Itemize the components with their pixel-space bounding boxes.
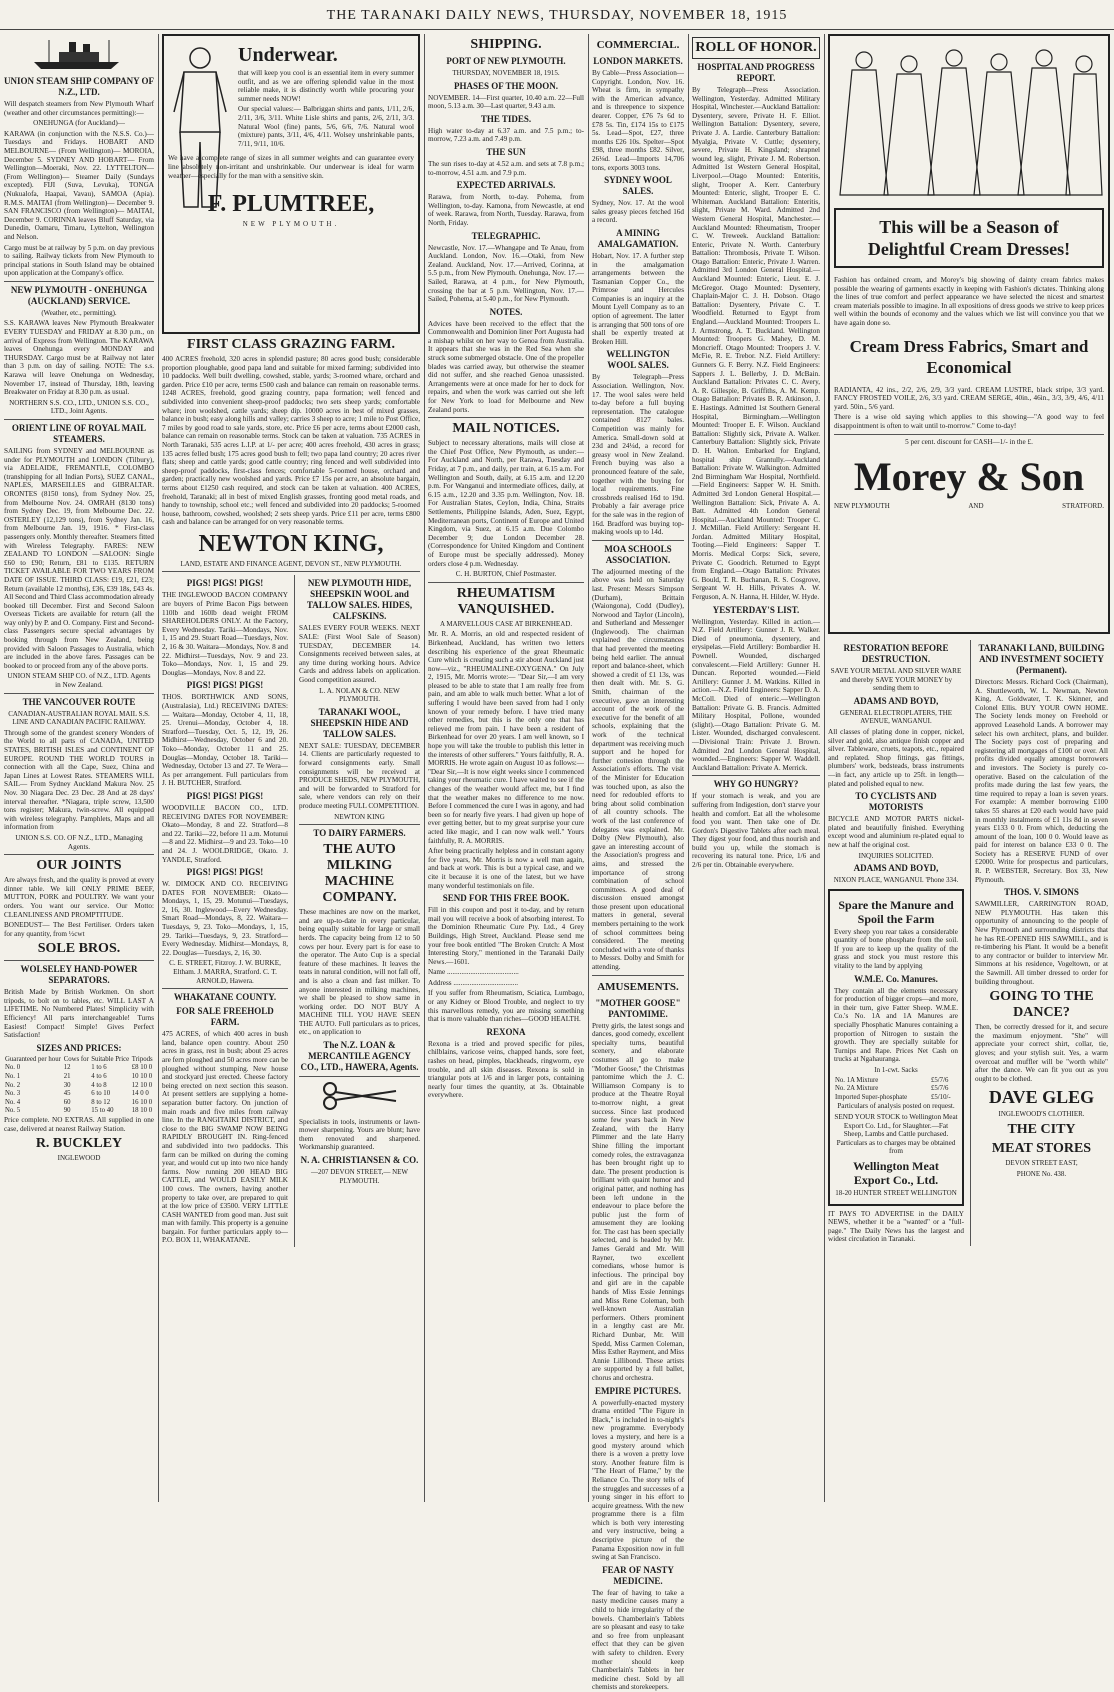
restoration-heading: RESTORATION BEFORE DESTRUCTION.	[843, 643, 949, 664]
union-title: UNION STEAM SHIP COMPANY OF N.Z., LTD.	[4, 76, 155, 97]
wme-foot: Particulars of analysis posted on request.	[837, 1102, 955, 1111]
onehunga-heading: ONEHUNGA (for Auckland)—	[33, 119, 125, 128]
rheum-more: After being practically helpless and in constant agony for five years, Mr. Morris is now a well man again, and back at work. This is but a typical case, and we cite it because it is one of the latest, but we have many wonderful testimonials on file.	[428, 847, 584, 890]
cyclists-body: BICYCLE AND MOTOR PARTS nickel-plated and beautifully finished. Everything except wood and aluminium re-plated equal to new at half the original cost.	[828, 815, 964, 849]
wellington-meat: Wellington Meat Export Co., Ltd.	[853, 1158, 939, 1187]
advertise-notice: IT PAYS TO ADVERTISE in the DAILY NEWS, whether it be a "wanted" or a "full-page." The Daily News has the largest and widest circulation in Taranaki.	[828, 1209, 964, 1244]
underwear-ad	[162, 34, 420, 334]
mining-heading: A MINING AMALGAMATION.	[597, 227, 679, 249]
hide2-body: NEXT SALE: TUESDAY, DECEMBER 14. Clients are particularly requested to forward consignments early. Small consignments will be received at PRODUCE SHEDS, NEW PLYMOUTH, and will be forwarded to Stratford for sale, where vendors can rely on their produce meeting FULL COMPETITION.	[299, 741, 420, 810]
wool1-body: Sydney, Nov. 17. At the wool sales greasy pieces fetched 16d a record.	[592, 199, 684, 225]
np-service-sub: (Weather, etc., permitting).	[41, 308, 117, 317]
issue-date: THURSDAY, NOVEMBER 18, 1915.	[452, 69, 560, 77]
table-row: No. 1 21 4 to 6 10 10 0	[5, 1073, 153, 1081]
steamship-illustration	[29, 38, 129, 72]
wool2-body: By Telegraph—Press Association. Wellington, Nov. 17. The wool sales were held to-day before a full buying representation. The catalogue contained 8127 bales. Competition was mainly for America. Small-down sold at 23d and 24¼d, a record for greasy wool in New Zealand. French buying was also a pronounced feature of the sale, together with the buying for local requirements. Fine crossbreds realised 16d to 19d. Probably a fair average price for the sale was in the region of 16d. Bradford was buying top-making wools up to 14d.	[592, 373, 684, 537]
christiansen: N. A. CHRISTIANSEN & CO.	[300, 1155, 419, 1166]
rheum-body: Mr. R. A. Morris, an old and respected resident of Birkenhead, Auckland, has written two letters describing his experience of the great Rheumatic Cure which is creating such a stir about Auckland just now—viz., "RHEUMALINE-OXYGENA." On July 2, 1915, Mr. Morris wrote:— "Dear Sir,—I am very pleased to be able to state that I am really free from pain, and am able to walk much better. What a lot of suffering I would have been saved from had I only known of your remedy before. I have tried many other remedies, but this is the only one that has relieved me from pain. I have been a resident of Birkenhead for over 20 years. I am well known, so I hope you will take the trouble to publish this letter in the interests of other sufferers." Yours faithfully, R. A. MORRIS. He wrote again on August 10 as follows:— "Dear Sir,—It is now eight weeks since I commenced taking your rheumatic cure. I have waited to see if the changes of the weather would affect me, but I find that the weather makes no difference to me now. Before I commenced the cure I was in agony, and had been so for nearly five years. I had given up hope of ever getting better, but to my great surprise your cure acted like magic, and I can now walk well." Yours faithfully, R. A. MORRIS.	[428, 630, 584, 845]
yesterday-body: Wellington, Yesterday. Killed in action.—N.Z. Field Artillery: Gunner J. R. Walker. Died of pneumonia, dysentery, and erysipelas.—Field Artillery: Bombardier H. Pownell. Wounded, discharged convalescent.—Field Artillery: Gunner H. Duncan. Reported wounded.—Field Artillery: Gunner J. M. Watkins. Killed in action.—N.Z. Field Engineers: Sapper D. A. McColl. Died of enteric.—Wellington Battalion: Private G. B. Francis. Admitted Military Hospital, Pollone, wounded (slight).—Otago Battalion: Private G. M. Lister. Wounded, discharged convalescent.—Divisional Train: Private J. Brown. Admitted 2nd London General Hospital, wounded.—Engineers: Sapper W. Waddell. Auckland Battalion: Private A. Merrick.	[692, 617, 820, 772]
morey-and-son: Morey & Son	[853, 454, 1085, 500]
morey-location: STRATFORD.	[1062, 502, 1104, 511]
column-shipping-ads	[4, 34, 154, 1502]
telegraphic-heading: TELEGRAPHIC.	[471, 230, 541, 241]
arrivals-heading: EXPECTED ARRIVALS.	[456, 180, 556, 191]
loan-agency: The N.Z. LOAN & MERCANTILE AGENCY CO., LTD., HAWERA, Agents.	[300, 1040, 419, 1073]
restoration-body: SAVE YOUR METAL AND SILVER WARE and thereby SAVE YOUR MONEY by sending them to	[830, 667, 962, 693]
hide1-body: SALES EVERY FOUR WEEKS. NEXT SALE: (First Wool Sale of Season) TUESDAY, DECEMBER 14. Consignments received between sales, at any time during working hours. Advice Cards and address labels on application. Good competition assured.	[299, 624, 420, 685]
sizes-head: Tripods	[131, 1055, 153, 1063]
farm-title: FIRST CLASS GRAZING FARM.	[187, 337, 395, 352]
cream-foot: There is a wise old saying which applies to this showing—"A good way to feel disappointment is often to wait until to-morrow." Come to-day!	[834, 413, 1104, 430]
hungry-body: If your stomach is weak, and you are suffering from Indigestion, don't starve your health and comfort. Eat all the wholesome food you want. Then take one of Dr. Gordon's Digestive Tablets after each meal. They digest your food, and thus nourish and build you up, while the stomach is recovering its natural tone. Price, 1/6 and 2/6 per tin. Obtainable everywhere.	[692, 792, 820, 870]
newton-king-small: NEWTON KING	[334, 812, 385, 821]
rexona-heading: REXONA	[486, 1026, 526, 1037]
meat-stores: MEAT STORES	[991, 1140, 1092, 1156]
commercial-heading: COMMERCIAL.	[596, 39, 680, 51]
telegraphic-body: Newcastle, Nov. 17.—Whangape and Te Anau, from Auckland. London, Nov. 16.—Otaki, from New Zealand. Auckland, Nov. 17.—Arrived, Corinna, at 5.5 p.m., from New Plymouth. Onehunga, Nov. 17.—Sailed, Rarawa, at 4 p.m., for New Plymouth, crossing the bar at 5 p.m. Wellington, Nov. 17.—Sailed, Pohema, at 5.40 p.m., for New Plymouth.	[428, 243, 584, 304]
table-row: No. 0 12 1 to 6 £8 10 0	[5, 1064, 153, 1072]
pigs-heading: PIGS! PIGS! PIGS!	[186, 867, 264, 878]
cream-headline: Cream Dress Fabrics, Smart and Economical	[849, 336, 1089, 377]
table-row: No. 4 60 8 to 12 16 10 0	[5, 1098, 153, 1106]
moon-heading: PHASES OF THE MOON.	[453, 80, 558, 91]
forsale-body: 475 ACRES, of which 400 acres in bush land, balance open country. About 250 acres in grass, rest in bush; about 25 acres are fern ploughed and 50 acres more can be ploughed without stumping. New house and stockyard just erected. Cheese factory being erected on next section this season. At present settlers are supplying a home-separation butter factory. On junction of main roads and five miles from railway line. In the RANGITAIKI DISTRICT, and close to the BIG SWAMP NOW BEING RAPIDLY BROUGHT IN. Ring-fenced and subdivided into two paddocks. This farm can be milked on during the coming year, and would cut up into two nice handy farms. Now running 200 HEAD BIG CATTLE, and WOULD EASILY MILK 100 cows. The owners, having another property to take over, are prepared to quit at the low price of £3500. VERY LITTLE CASH WANTED from good man. Just suit man with family. This property is a genuine bargain. For further particulars apply to— P.O. BOX 11, WHAKATANE.	[162, 1030, 288, 1245]
scissors-icon	[299, 1081, 420, 1114]
dance-heading: GOING TO THE DANCE?	[989, 989, 1094, 1021]
vancouver-sub: CANADIAN-AUSTRALIAN ROYAL MAIL S.S. LINE AND CANADIAN PACIFIC RAILWAY.	[8, 709, 150, 727]
notes-heading: NOTES.	[489, 306, 523, 317]
pigs-woodville: WOODVILLE BACON CO., LTD. RECEIVING DATES FOR NOVEMBER: Okato—Monday, 8 and 22. Stratford—8 and 22. Tariki—22, before 11 a.m. Motunui—8 and 22. Midhirst—9 and 23. Toko—10 and 24. J. WOOLDRIDGE, Okato. J. YANDLE, Stratford.	[162, 803, 288, 864]
adams-boyd-2: ADAMS AND BOYD,	[853, 863, 939, 874]
np-service-title: NEW PLYMOUTH - ONEHUNGA (AUCKLAND) SERVICE.	[10, 284, 148, 306]
amusements-heading: AMUSEMENTS.	[597, 980, 679, 993]
wme-price-table	[834, 1077, 958, 1103]
christiansen-sub: —207 DEVON STREET,— NEW PLYMOUTH.	[310, 1168, 409, 1185]
manure-body: Every sheep you rear takes a considerable quantity of bone phosphate from the soil. If you are to keep up the quality of the grass and stock you must restore this vitality to the land by applying	[834, 927, 958, 971]
auto-body: These machines are now on the market, and are up-to-date in every particular, being equally suitable for large or small herds. The capacity being from 12 to 50 cows per hour. Every part is for ease to the operator. The Auto Cup is a special feature of these machines. It leaves the teats in natural condition, will not fall off, and is also a clean and fast milker. To anyone interested in milking machines, we shall be pleased to show same in working order. DO NOT BUY A MACHINE TILL YOU HAVE SEEN THE AUTO. Full particulars as to prices, etc., on application to	[299, 908, 420, 1037]
plumtree-sub: NEW PLYMOUTH.	[242, 220, 340, 229]
free-book-heading: SEND FOR THIS FREE BOOK.	[442, 893, 570, 904]
roll-heading: ROLL OF HONOR.	[692, 37, 820, 59]
orient-body: SAILING from SYDNEY and MELBOURNE as under for PLYMOUTH and LONDON (Tilbury), via ADELAIDE, FREMANTLE, COLOMBO (transhipping for all Indian Ports), SUEZ CANAL, NAPLES, MARSEILLES and GIBRALTAR. ORONTES (8150 tons), from Sydney Nov. 25, from Melbourne Nov. 24. OMRAH (8130 tons) from Sydney Dec. 19, from Melbourne Dec. 22. OSTERLEY (12,129 tons), from Sydney Jan. 16, from Melbourne Jan. 19, 1916. * First-class passengers only. Monthly thereafter. Steamers fitted with Wireless Telegraphy. FARES: NEW ZEALAND TO LONDON —SALOON: Single £60 to £90; Return, £81 to £135. RETURN TICKET AVAILABLE FOR TWO YEARS FROM DATE OF ISSUE. THIRD CLASS: £19, £21, £23; Return (available 12 months), £36, £39 18s, £43 4s. All Second and Third Class accommodation already booked till December. First and Second Saloon Overseas Tickets are available for return (all the way only) by P. and O. Company. First and Second-class Passengers secure special advantages by booking through from New Zealand, being provided with Saloon Passages to Australia, which are included in the above fares. Passages can be booked to or proceed from any of the above ports.	[4, 447, 154, 670]
shipping-heading: SHIPPING.	[470, 37, 542, 52]
underwear-list: Our special values:— Balbriggan shirts and pants, 1/11, 2/6, 2/11, 3/6, 3/11. White Lisle shirts and pants, 2/6, 2/11, 3/3. Natural Wool (fine) pants, 5/6, 6/6, 7/6. Natural wool (mixture) pants, 3/11, 4/6, 4/11. Wolsey unshrinkable pants, 7/11, 9/11, 10/6.	[238, 105, 414, 148]
whakatane-title: WHAKATANE COUNTY.	[173, 992, 277, 1003]
goose-heading: "MOTHER GOOSE" PANTOMIME.	[595, 997, 681, 1019]
column-display-ads	[828, 34, 1110, 1502]
wolseley-body: British Made by British Workmen. On short tripods, to bolt on to tables, etc. WILL LAST A LIFETIME. No Numbered Plates! Simplicity with Efficiency! All parts interchangeable! Turns Easiest! Compact! Simple! Gives Perfect Satisfaction!	[4, 988, 154, 1040]
coupon-address[interactable]: Address ....................................	[428, 978, 519, 987]
sun-body: The sun rises to-day at 4.52 a.m. and sets at 7.8 p.m.; to-morrow, 4.51 a.m. and 7.9 p.m.	[428, 159, 584, 177]
health-body: If you suffer from Rheumatism, Sciatica, Lumbago, or any Kidney or Blood Trouble, and neglect to try this marvellous remedy, you are missing something that is more valuable than riches—GOOD HEALTH.	[428, 989, 584, 1024]
cash-discount: 5 per cent. discount for CASH—1/- in the £.	[905, 437, 1033, 446]
joints-body: Are always fresh, and the quality is proved at every dinner table. We kill ONLY PRIME BEEF, MUTTON, PORK and POULTRY. We want your orders. You want our service. Our Motto: CLEANLINESS AND PROMPTITUDE.	[4, 876, 154, 919]
masthead: THE TARANAKI DAILY NEWS, THURSDAY, NOVEMBER 18, 1915	[0, 0, 1114, 30]
manure-headline: Spare the Manure and Spoil the Farm	[838, 897, 954, 926]
orient-agents: UNION STEAM SHIP CO. of N.Z., LTD. Agents in New Zealand.	[7, 672, 151, 690]
mail-body: Subject to necessary alterations, mails will close at the Chief Post Office, New Plymouth, as under:— For Auckland and North, per Rarawa, Tuesday and Friday, at 7 p.m., and daily, per train, at 6.15 a.m. For Wellington and South, daily, at 6.15 a.m. and 12.20 p.m. For Wanganui and intermediate offices, daily, at 6.15 a.m., 12.20 and 3.35 p.m. Wellington, Nov. 18. For Australian States, Ceylon, India, China, Straits Settlements, Philippine Islands, Aden, Suez, Egypt, Mediterranean ports, Continent of Europe and United Kingdom, via Suez, at 6.15 a.m. Due Colombo December 9; due London December 28. (Correspondence for United Kingdom and Continent of Europe must be specially addressed). Money orders close 4 p.m. Wednesday.	[428, 439, 584, 568]
underwear-body: that will keep you cool is an essential item in every summer outfit, and as we are offering splendid value in the most reliable make, it is distinctly worth while procuring your summer needs NOW!	[238, 69, 414, 103]
wme-body: They contain all the elements necessary for production of bigger crops—and more, in their turn, give Fatter Sheep. W.M.E. Co.'s No. 1A and 1A Manures are specially Phosphatic Manures containing a proportion of Nitrogen to sustain the growth. They are specially suitable for Turnips and Rape. Prices Net Cash on trucks at Ngahauranga.	[834, 986, 958, 1064]
inquiries: INQUIRIES SOLICITED.	[858, 851, 934, 860]
table-row: No. 3 45 6 to 10 14 0 0	[5, 1090, 149, 1098]
wme-title: W.M.E. Co. Manures.	[854, 973, 938, 984]
forsale-title: FOR SALE FREEHOLD FARM.	[176, 1006, 274, 1028]
morey-location: NEW PLYMOUTH	[834, 502, 890, 511]
newton-king-sub: LAND, ESTATE AND FINANCE AGENT, DEVON ST., NEW PLYMOUTH.	[180, 559, 402, 568]
empire-heading: EMPIRE PICTURES.	[594, 1385, 681, 1396]
sizes-head: Guaranteed per hour	[5, 1055, 61, 1063]
city-heading: THE CITY	[1007, 1121, 1076, 1137]
union-body: Will despatch steamers from New Plymouth Wharf (weather and other circumstances permitting):—	[4, 100, 154, 117]
column-shipping-news	[428, 34, 584, 1502]
devon-street: DEVON STREET EAST,	[1005, 1158, 1078, 1167]
plumtree-name: F. PLUMTREE,	[207, 191, 375, 218]
vancouver-agents: UNION S.S. CO. OF N.Z., LTD., Managing Agents.	[15, 833, 143, 851]
moa-heading: MOA SCHOOLS ASSOCIATION.	[604, 543, 672, 565]
simons-body: SAWMILLER, CARRINGTON ROAD, NEW PLYMOUTH. Has taken this opportunity of announcing to the people of New Plymouth and surrounding districts that he has RE-OPENED HIS SAWMILL, and is re-timbering his Plant. It would be a benefit to any contractor or builder to interview Mr. Simmons at his residence, Vogeltown, or at the Sawmill. All timber dressed to order for building throughout.	[975, 900, 1108, 986]
auto-title: THE AUTO MILKING MACHINE COMPANY.	[322, 842, 397, 906]
table-row: No. 1A Mixture £5/7/6	[835, 1076, 949, 1084]
adams-boyd-2-sub: NIXON PLACE, WANGANUI. 'Phone 334.	[833, 876, 959, 885]
underwear-foot: We have a complete range of sizes in all summer weights and can guarantee every line absolutely non-irritant and unshrinkable. Our underwear is ideal for warm weather—especially for the man with a sensitive skin.	[168, 154, 414, 180]
table-row: Imported Super-phosphate £5/10/-	[835, 1093, 951, 1101]
fear-heading: FEAR OF NASTY MEDICINE.	[602, 1564, 674, 1586]
buckley-sub: INGLEWOOD	[57, 1154, 101, 1163]
rheum-sub: A MARVELLOUS CASE AT BIRKENHEAD.	[439, 619, 573, 628]
coupon-name[interactable]: Name ........................................	[428, 968, 519, 977]
dairy-title: TO DAIRY FARMERS.	[313, 828, 406, 839]
rheum-heading: RHEUMATISM VANQUISHED.	[456, 585, 556, 617]
vancouver-body: Through some of the grandest scenery Wonders of the World to all parts of CANADA, UNITED STATES, BRITISH ISLES and CONTINENT OF EUROPE. ROUND THE WORLD TOURS in connection with all the Cape, Suez, China and Japan Lines at Lowest Rates. STEAMERS WILL SAIL— From Sydney Auckland Makura Nov. 25 Nov. 30 Niagara Dec. 23 Dec. 28 And at 28 days' interval thereafter. *Niagara, triple screw, 13,500 tons register; Makura, twin-screw. All equipped with wireless telegraphy. Pamphlets, Maps and all information from	[4, 728, 154, 832]
pigs-dimock: W. DIMOCK AND CO. RECEIVING DATES FOR NOVEMBER: Okato—Mondays, 1, 15, 29. Motunui—Tuesdays, 2, 16, 30. Inglewood—Every Wednesday. Smart Road—Mondays, 8, 22. Waitara—Tuesdays, 9, 23. Toko—Mondays, 1, 15, 29. Tariki—Tuesdays, 9, 23. Stratford—Every Wednesday. Midhirst—Mondays, 8, 22. Douglas—Tuesdays, 2, 16, 30.	[162, 880, 288, 957]
mail-sign: C. H. BURTON, Chief Postmaster.	[455, 570, 557, 579]
taranaki-land-body: Directors: Messrs. Richard Cock (Chairman), A. Shuttleworth, W. L. Newman, Newton King, A. Goldwater, T. K. Skinner, and Colonel Ellis. BUY YOUR OWN HOME. The Society lends money on Freehold or approved Leasehold Lands. A borrower may select his own architect, plans, and builder. The Society pays cost of preparing and registering all mortgages of £100 or over. All profits divided equally amongst borrowers and investors. The Society is purely co-operative. Based on the calculation of the profits made during the last few years, the time required to repay a loan is seven years. For example: A member borrowing £100 takes 55 shares at £20 each would have paid in monthly instalments of £1 11s 8d in seven years £133 0 0. From which, deducting the amount of the loan, 100 0 0. Would leave as paid for interest on balance £33 0 0. The Society has a RESERVE FUND of over £2000. Write for prospectus and particulars, R. P. WEBSTER, Secretary. Box 33, New Plymouth.	[975, 678, 1108, 884]
wellington-meat-sub: 18-20 HUNTER STREET WELLINGTON	[835, 1188, 957, 1197]
table-row: No. 2 30 4 to 8 12 10 0	[5, 1081, 153, 1089]
adams-boyd: ADAMS AND BOYD,	[853, 695, 939, 706]
hide1-title: NEW PLYMOUTH HIDE, SHEEPSKIN WOOL and TALLOW SALES. HIDES, CALFSKINS.	[306, 578, 413, 622]
np-service-body: S.S. KARAWA leaves New Plymouth Breakwater EVERY TUESDAY and FRIDAY at 8.30 p.m., on arrival of Express from Wellington. The KARAWA leaves Onehunga every MONDAY and THURSDAY. Cargo must be at Railway not later than 3 p.m. on day of sailing. NOTE: The s.s. Karawa will leave Onehunga on Wednesday, November 17, instead of Thursday, 18th, leaving Breakwater on Friday at 8.30 p.m. as usual.	[4, 319, 154, 397]
orient-title: ORIENT LINE OF ROYAL MAIL STEAMERS.	[11, 423, 147, 444]
joints-title: OUR JOINTS	[36, 858, 122, 874]
table-row: No. 5 90 15 to 40 18 10 0	[5, 1107, 153, 1115]
sizes-note: Price complete. NO EXTRAS. All supplied in one case, delivered at nearest Railway Station.	[4, 1116, 154, 1133]
pigs-dimock-agents: C. E. STREET, Fitzroy. J. W. BURKE, Eltham. J. MARRA, Stratford. C. T. ARNOLD, Hawera.	[169, 959, 281, 985]
hides-subcolumn	[294, 575, 420, 1247]
newton-king: NEWTON KING,	[198, 530, 384, 557]
pigs-heading: PIGS! PIGS! PIGS!	[186, 790, 264, 801]
man-in-underwear-illustration	[170, 42, 230, 212]
dave-gleg: DAVE GLEG	[988, 1087, 1095, 1108]
cyclists-heading: TO CYCLISTS AND MOTORISTS	[855, 791, 937, 813]
underwear-title: Underwear.	[238, 44, 338, 66]
notes-body: Advices have been received to the effect that the Commonwealth and Dominion liner Port Augusta had a mishap whilst on her way to Genoa from Australia. It appears that she was in the Red Sea when she struck some submerged obstacle. One of the propeller blades was carried away, but otherwise the steamer did not suffer, and she reached Genoa unassisted. Arrangements were at once made for her to dock for repairs, and when the work was carried out she left for New York to load for Melbourne and New Zealand ports.	[428, 319, 584, 414]
hospital-heading: HOSPITAL AND PROGRESS REPORT.	[697, 62, 815, 83]
taranaki-land-heading: TARANAKI LAND, BUILDING AND INVESTMENT SOCIETY (Permanent).	[978, 643, 1105, 675]
bonedust: BONEDUST— The Best Fertiliser. Orders taken for any quantity, from ½cwt	[4, 921, 154, 938]
scissors-body: Specialists in tools, instruments or lawn-mower sharpening. Yours are blunt; have them renovated and sharpened. Workmanship guaranteed.	[299, 1117, 420, 1152]
column-local-ads	[162, 34, 420, 1502]
yesterday-heading: YESTERDAY'S LIST.	[712, 604, 800, 615]
fear-body: The fear of having to take a nasty medicine causes many a child to hide irregularity of the bowels. Chamberlain's Tablets are so pleasant and easy to take and so free from unpleasant effect that they can be given with safety to children. Every mother should keep Chamberlain's Tablets in her medicine chest. Sold by all chemists and storekeepers.	[592, 1588, 684, 1692]
manure-ad	[828, 889, 964, 1206]
wolseley-title: WOLSELEY HAND-POWER SEPARATORS.	[20, 964, 138, 986]
pigs-borthwick: THOS. BORTHWICK AND SONS, (Australasia), Ltd.) RECEIVING DATES:— Waitara—Monday, October 4, 11, 18, 25. Urenui—Monday, October 4, 18. Stratford—Tuesday, Oct. 5, 12, 19, 26. Midhirst—Wednesday, October 6 and 20. Toko—Monday, October 11 and 25. Douglas—Monday, October 18. Tariki—Wednesday, October 13 and 27. Te Wera—As per arrangement. Full particulars from J. H. BUTCHER, Stratford.	[162, 693, 288, 788]
tides-heading: THE TIDES.	[480, 113, 532, 124]
wme-table-head: In 1-cwt. Sacks	[874, 1066, 918, 1074]
empire-body: A powerfully-enacted mystery drama entitled "The Figure in Black," is included in to-night's new programme. Everybody loves a mystery, and here is a good mystery around which there is a woven a pretty love story. Another feature film is "The Heart of Flame," by the Reliance Co. The story tells of the struggles and successes of a young singer in his effort to acquire greatness. With the new programme there is a film which is both very interesting and very instructive, being a descriptive picture of the Panama Exposition now in full swing at San Francisco.	[592, 1398, 684, 1562]
plating-body: All classes of plating done in copper, nickel, silver and gold, also antique finish copper and silver. Tableware, cruets, teapots, etc., repaired and replated. Shop fittings, gas fittings, plumbers' work, bedsteads, brass instruments—in fact, any article up to 25ft. in length—plated and polished equal to new.	[828, 727, 964, 788]
goose-body: Pretty girls, the latest songs and dances, good comedy, excellent specialty turns, beautiful scenery, and elaborate costumes all go to make "Mother Goose," the Christmas pantomime which the J. C. Williamson Company is to produce at the Theatre Royal to-morrow night, a great success. Since last produced some few years back in New Zealand, with the Harry Plimmer and the late Harry Shine filling the important comedy roles, the extravaganza has been brought right up to date. The present production is brilliant with quaint humor and original patter, and nothing has been left undone in the endeavour to place before the public just the form of amusement they are looking for. The cast has been specially selected, and is headed by Mr. James Gerald and Mr. Will Rayner, two excellent comedians, whose humor is infectious. The principal boy and girl are in the capable hands of Miss Essie Jennings and Miss Rene Coleman, both well-known Australian performers. Others prominent in a lengthy cast are Mr. Richard Dunbar, Mr. Will Spedd, Miss Carmen Coleman, Miss Esther Rayment, and Miss Annie Lillibond. These artists are supported by a full ballet, chorus and orchestra.	[592, 1021, 684, 1382]
column-rule	[158, 34, 159, 1502]
port-heading: PORT OF NEW PLYMOUTH.	[446, 56, 566, 66]
phone-number: PHONE No. 438.	[1016, 1169, 1067, 1178]
arrivals-body: Rarawa, from North, to-day. Pohema, from Wellington, to-day. Kamona, from Newcastle, at end of week. Rarawa, from North, Tuesday. Rarawa, from North, Friday.	[428, 193, 584, 227]
mail-heading: MAIL NOTICES.	[452, 421, 560, 437]
london-body: By Cable—Press Association—Copyright. London, Nov. 16. Wheat is firm, in sympathy with the American advance, and is threepence to sixpence dearer. Copper, £76 7s 6d to £78 5s. Tin, £174 15s to £175 5s. Lead—Spot, £27, three months £26 10s. Spelter—Spot £98, three months £82. Silver, 26⅛d. Lead—Imports 14,706 tons, exports 3003 tons.	[592, 69, 684, 172]
hungry-heading: WHY GO HUNGRY?	[713, 779, 799, 790]
sizes-head: Cows for	[63, 1055, 89, 1063]
london-heading: LONDON MARKETS.	[593, 56, 683, 66]
adams-boyd-sub: GENERAL ELECTROPLATERS, THE AVENUE, WANGANUI.	[839, 708, 953, 726]
pigs-inglewood: THE INGLEWOOD BACON COMPANY are buyers of Prime Bacon Pigs between 110lb and 160lb dead weight FROM SHAREHOLDERS ONLY. At the Factory, Every Wednesday. Tariki—Mondays, Nov. 1, 15 and 29. Stuart Road—Tuesdays, Nov. 2, 16 & 30. Waitara—Mondays, Nov. 8 and 22. Midhirst—Tuesdays, Nov. 9 and 23. Toko—Mondays, Nov. 1, 15 and 29. Douglas—Mondays, Nov. 8 and 22.	[162, 591, 288, 677]
dave-gleg-sub: INGLEWOOD'S CLOTHIER.	[998, 1110, 1085, 1119]
pigs-heading: PIGS! PIGS! PIGS!	[186, 680, 264, 691]
column-rule	[588, 34, 589, 1502]
mining-body: Hobart, Nov. 17. A further step in the amalgamation arrangements between the Tasmanian Copper Co., the Primrose and Hercules Companies is an inquiry at the Mount Lyell Company as to an option of agreement. The latter is arranging that 500 tons of ore shall be expertly treated at Broken Hill.	[592, 251, 684, 346]
simons-heading: THOS. V. SIMONS	[1004, 887, 1079, 898]
sizes-title: SIZES AND PRICES:	[36, 1042, 122, 1053]
dance-body: Then, be correctly dressed for it, and secure the maximum enjoyment. "She" will appreciate your correct shirt, collar, tie, gloves; and your stylish suit. Yes, a warm overcoat and muffler will be "worth while" after the dance. We can fit you out as you ought to be clothed.	[975, 1023, 1108, 1083]
wool2-heading: WELLINGTON WOOL SALES.	[606, 349, 670, 371]
np-service-agents: NORTHERN S.S. CO., LTD., UNION S.S. CO., LTD., Joint Agents.	[9, 398, 149, 416]
pigs-heading: PIGS! PIGS! PIGS!	[186, 578, 264, 589]
roll-body: By Telegraph—Press Association. Wellington, Yesterday. Admitted Military Hospital, Winchester.—Auckland Battalion: Dysentery, severe, Private H. F. Elliot. Wellington Battalion: Dysentery, severe, Private J. A. Lardie. Canterbury Battalion: Myalgia, Private V. Cuttle; dysentery, severe, Private H. Kingsland; shrapnel wound leg, slight, Private J. M. Robertson. Admitted 1st Western General Hospital, Liverpool.—Otago Mounted: Enteritis, slight, Trooper A. Kerr. Canterbury Mounted: Enteric, slight, Trooper E. C. Whiteman. Auckland Battalion: Enteritis, slight, Private M. Ward. Admitted 2nd Western General Hospital, Manchester.—Auckland Mounted: Rheumatism, Trooper C. W. Treweek. Auckland Battalion: Enteric, Private N. Worth. Canterbury Battalion: Thrombosis, Private T. Wilson. Otago Battalion: Enteric, Private J. Warren. Admitted 3rd London General Hospital.—Auckland Mounted: Enteric, Lieut. E. J. McGregor. Otago Mounted: Dysentery, Chaplain-Major C. J. H. Dobson. Otago Battalion: Dysentery, Private C. T. Woodfield. Returned to Egypt from England.—Auckland Mounted: Troopers L. J. Armstrong, A. T. Buckland. Wellington Mounted: Troopers G. Mahey, D. M. Moncrieff. Otago Mounted: Troopers J. V. McFie, R. E. Trebor. N.Z. Field Artillery: Gunners G. F. Berry. N.Z. Field Engineers: Sappers J. L. Bellerby, J. D. McBain. Auckland Battalion: Privates C. C. Avery, A. R. Gillespie, B. Griffiths, A. M. Kemp. Otago Battalion: Privates B. R. Atkinson, J. E. Hastings. Admitted 1st Southern General Hospital, Birmingham.—Wellington Mounted: Trooper E. F. Wilson. Auckland Battalion: Slightly sick, Private A. Walker. Canterbury Battalion: Slightly sick, Private D. H. Walton. Embarked for England, hospital ship Grantully.—Auckland Battalion: Private W. Walkington. Admitted 2nd Birmingham War Hospital, Northfield.—Field Engineers: Sapper W. H. Smith. Admitted 3rd London General Hospital.—Wellington Battalion: Sick, Private A. A. Batt. Admitted 4th London General Hospital.—Auckland Mounted: Trooper C. J. McMillan. Field Artillery: Sergeant H. Jordan. Admitted Military Hospital, Tooting.—Field Engineers: Sapper T. Morris. Medical Corps: Sick, severe, Private C. Goodrich. Returned to Egypt from England.—Otago Battalion: Privates G. Bould, T. R. Buchanan, R. S. Cosgrove, Sergeant W. H. Hills, Privates A. W. Ferguson, A. N. Hanna, H. Hilder, W. Hyde.	[692, 86, 820, 602]
table-row: No. 2A Mixture £5/7/6	[835, 1085, 949, 1093]
season-body: Fashion has ordained cream, and Morey's big showing of dainty cream fabrics makes possible the wearing of garments exactly in keeping with Fashion's dictates. Thinking along the lines of true comfort and perfect appearance we have selected the nicest and smartest cream materials possible to imagine. In all expositions of dress goods we strive to keep prices well within the bounds of economy and the values which we list will convince you that we have again done so.	[834, 276, 1104, 327]
morey-ad	[828, 34, 1110, 634]
left-ad-subcolumn	[828, 640, 964, 1246]
sizes-head: Suitable Price	[91, 1055, 130, 1063]
rexona-body: Rexona is a tried and proved specific for piles, chilblains, varicose veins, chapped hands, sore feet, rashes on head, pimples, blackheads, ringworm, eye trouble, and all skin diseases. Rexona is sold in triangular pots at 1/6 and in larger pots, containing nearly four times the quantity, at 3s. Obtainable everywhere.	[428, 1039, 584, 1100]
morey-location: AND	[968, 502, 984, 511]
column-rule	[824, 34, 825, 1502]
vancouver-title: THE VANCOUVER ROUTE	[22, 696, 136, 707]
season-headline: This will be a Season of Delightful Cream Dresses!	[834, 208, 1104, 268]
column-rule	[688, 34, 689, 1502]
moa-body: The adjourned meeting of the above was held on Saturday last. Present: Messrs Simpson (Durham), Brittain (Waiongona), Codd (Dudley), Norwood and Taylor (Lincoln), and Sutherland and Messenger (Inglewood). The chairman explained the circumstances that had prevented the meeting being held earlier. The annual report and balance-sheet, which showed a credit of £1 13s, was then dealt with. Mr. S. G. Smith, chairman of the executive, gave an interesting account of the work of the executive for the benefit of all schools, explaining that the work of the technical department was receiving much support and he hoped for further cottesion through the Association's efforts. The visit of the Minister for Education was touched upon, as also the need for redoubled efforts to bring about solid combination of all country schools. The work of the last conference of delegates was explained. Mr. Dolby (New Plymouth), also gave an interesting account of the Association's progress and aims, and stressed the importance of strong combination of school committees. A good deal of discussion ensued amongst those present upon educational matters in general, several members pertaining to the work of school committees being considered. The meeting concluded with a vote of thanks to Messrs. Dolby and Smith for attending.	[592, 567, 684, 972]
hide2-title: TARANAKI WOOL, SHEEPSKIN HIDE AND TALLOW SALES.	[310, 706, 409, 739]
send-stock: SEND YOUR STOCK to Wellington Meat Export Co. Ltd., for Slaughter.—Fat Sheep, Lambs and Cattle purchased. Particulars as to charges may be obtained from	[834, 1112, 958, 1156]
right-ad-subcolumn	[970, 640, 1108, 1246]
union-cargo: Cargo must be at railway by 5 p.m. on day previous to sailing. Railway tickets from New Plymouth to principal stations in South Island may be obtained upon application at the Company's office.	[4, 243, 154, 278]
column-rule	[424, 34, 425, 1502]
buckley: R. BUCKLEY	[35, 1136, 123, 1152]
sizes-table	[4, 1056, 154, 1116]
column-roll-of-honor	[692, 34, 820, 1502]
cream-list: RADIANTA, 42 ins., 2/2, 2/6, 2/9, 3/3 yard. CREAM LUSTRE, black stripe, 3/3 yard. FANCY FROSTED VOILE, 2/6, 3/3 yard. CREAM SERGE, 40in., 46in., 3/3, 3/9, 4/6, 4/11 yard. 50in., 5/6 yard.	[834, 385, 1104, 411]
tides-body: High water to-day at 6.37 a.m. and 7.5 p.m.; to-morrow, 7.23 a.m. and 7.49 p.m.	[428, 126, 584, 144]
free-book-body: Fill in this coupon and post it to-day, and by return mail you will receive a book of absorbing interest. To the Dominion Rheumatic Cure Pty. Ltd., 4 Grey Buildings, High Street, Auckland. Please send me your free book entitled "The Broken Crutch: A Most Interesting Story," mentioned in the Taranaki Daily News.—1601.	[428, 906, 584, 966]
nolan: L. A. NOLAN & CO. NEW PLYMOUTH.	[319, 686, 400, 704]
wool1-heading: SYDNEY WOOL SALES.	[604, 175, 672, 197]
pigs-subcolumn	[162, 575, 288, 1247]
sun-heading: THE SUN	[486, 146, 526, 157]
column-commercial	[592, 34, 684, 1692]
farm-body: 400 ACRES freehold, 320 acres in splendid pasture; 80 acres good bush; considerable proportion ploughable, good papa land and suitable for mixed farming; subdivided into 10 paddocks. Well built dwelling, cowshed, stable, yards; 3-roomed whare, orchard and garden. Price £10 per acre, terms £500 cash and balance can remain on reasonable terms. 1248 ACRES, freehold, good grazing country, papa formation; well fenced and subdivided into convenient sheep-proof paddocks; two sets sheep yards; comfortable whare; iron woolshed, cattle yards; sheep dip. 10000 acres in best of mixed grasses, balance in bush; easy along hills and valley; carries 3 sheep to acre; 1 mile to Post Office, 7 miles by good road to sale yards, store, etc. Price £6 per acre, terms about £2000 cash, balance can remain on reasonable terms. Stock can be taken at valuation. 735 ACRES in North Taranaki, 535 acres L.I.P. at 1/- per acre; 400 acres freehold, 430 acres in grass; 135 acres felled bush; 175 acres good bush to fell; two papa land country; 20 acres river flats; sheep and cattle yards; good cattle country; ring fenced and well subdivided into sheep-proof paddocks, first-class fences; comfortable 5-roomed house, orchard and garden; practically new woolshed and yards. Price £7 15s per acre, an absolute bargain, terms about £1250 cash required, and stock can be taken at valuation. 400 ACRES, freehold, Taranaki; all in best of mixed English grasses, fronting good metal roads, and handy to township, school etc.; well fenced and subdivided into 20 paddocks; 5-roomed house, bathroom, cowshed, woolshed; 2 sets sheep yards. Price £11 per acre, terms £800 cash and balance can be arranged for on very reasonable terms.	[162, 355, 420, 527]
ladies-fashion-illustration	[834, 40, 1104, 200]
sole-bros: SOLE BROS.	[37, 941, 121, 957]
union-sailings: KARAWA (in conjunction with the N.S.S. Co.)—Tuesdays and Fridays. HOBART AND MELBOURNE— (From Wellington)— MOROIA, December 5. SYDNEY AND HOBART— From Wellington—Moeraki, Nov. 22. LYTTELTON— (From Wellington)— Steamer Daily (Sundays excepted). FIJI (Suva, Levuka), TONGA (Nukualofa, Haapai, Vavau), SAMOA (Apia). R.M.S. MAITAI (from Wellington)— December 9. SAN FRANCISCO (from Wellington)— MAITAI, December 9. CORINNA leaves Bluff Saturday, via Dunedin, Oamaru, Timaru, Lyttelton, Wellington and Nelson.	[4, 129, 154, 241]
moon-body: NOVEMBER. 14—First quarter, 10.40 a.m. 22—Full moon, 5.13 a.m. 30—Last quarter, 9.43 a.m.	[428, 93, 584, 111]
